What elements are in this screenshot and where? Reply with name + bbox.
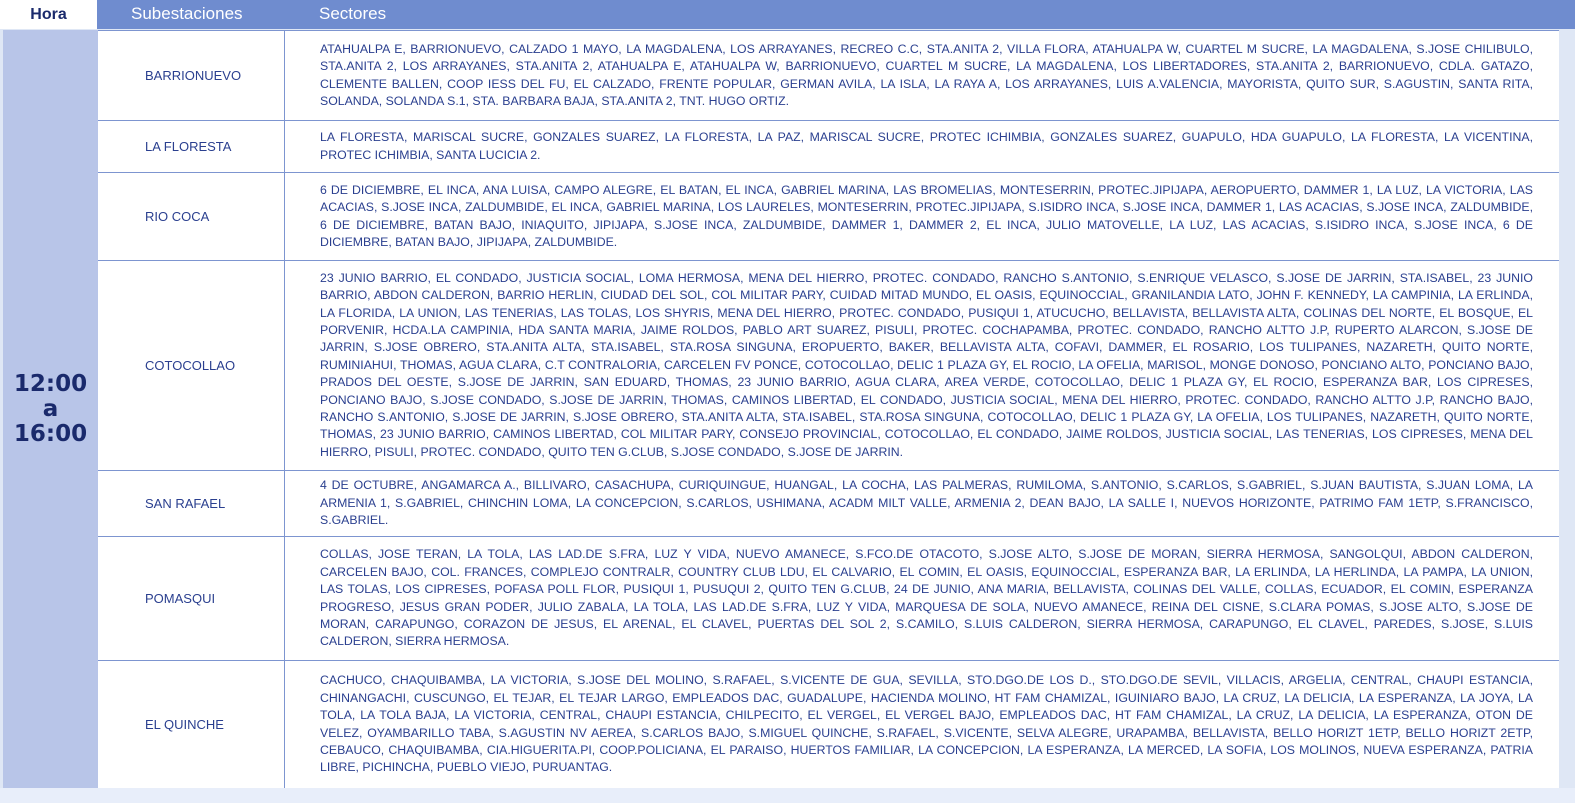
subestacion-cell: POMASQUI <box>98 537 285 660</box>
sectores-text: LA FLORESTA, MARISCAL SUCRE, GONZALES SUAREZ, LA FLORESTA, LA PAZ, MARISCAL SUCRE, PROTEC ICHIMBIA, GONZALES SUAREZ, GUAPULO, HDA GUAPULO, LA FLORESTA, LA VICENTINA, PROTEC ICHIMBIA, SANTA LUCICIA 2. <box>320 130 1533 162</box>
hora-start: 12:00 <box>13 370 88 397</box>
table-row <box>98 173 1559 261</box>
hora-range <box>14 372 87 447</box>
sectores-cell <box>285 261 1559 470</box>
sectores-text: ATAHUALPA E, BARRIONUEVO, CALZADO 1 MAYO, LA MAGDALENA, LOS ARRAYANES, RECREO C.C, STA.ANITA 2, VILLA FLORA, ATAHUALPA W, CUARTEL M SUCRE, LA MAGDALENA, S.JOSE CHILIBULO, STA.ANITA 2, LOS ARRAYANES, STA.ANITA 2, ATAHUALPA E, ATAHUALPA W, BARRIONUEVO, CUARTEL M SUCRE, LA MAGDALENA, LOS LIBERTADORES, STA.ANITA 2, BARRIONUEVO, CDLA. GATAZO, CLEMENTE BALLEN, COOP IESS DEL FU, EL CALZADO, FRENTE POPULAR, GERMAN AVILA, LA ISLA, LA RAYA A, LOS ARRAYANES, LUIS A.VALENCIA, MAYORISTA, QUITO SUR, S.AGUSTIN, SANTA RITA, SOLANDA, SOLANDA S.1, STA. BARBARA BAJA, STA.ANITA 2, TNT. HUGO ORTIZ. <box>320 41 1533 108</box>
subestacion-cell: EL QUINCHE <box>98 661 285 788</box>
hora-separator: a <box>42 395 59 422</box>
table-header <box>0 0 1575 29</box>
sectores-cell <box>285 661 1559 788</box>
footer-background <box>0 788 1575 803</box>
sectores-cell <box>285 173 1559 260</box>
subestacion-cell: COTOCOLLAO <box>98 261 285 470</box>
table-row <box>98 261 1559 471</box>
sectores-text: 6 DE DICIEMBRE, EL INCA, ANA LUISA, CAMPO ALEGRE, EL BATAN, EL INCA, GABRIEL MARINA, LAS BROMELIAS, MONTESERRIN, PROTEC.JIPIJAPA, AEROPUERTO, DAMMER 1, LA LUZ, LA VICTORIA, LAS ACACIAS, S.JOSE INCA, ZALDUMBIDE, EL INCA, GABRIEL MARINA, LOS LAURELES, MONTESERRIN, PROTEC.JIPIJAPA, S.ISIDRO INCA, S.JOSE INCA, DAMMER 1, LAS ACACIAS, S.JOSE INCA, ZALDUMBIDE, 6 DE DICIEMBRE, BATAN BAJO, INIAQUITO, JIPIJAPA, S.JOSE INCA, ZALDUMBIDE, DAMMER 1, DAMMER 2, EL INCA, JULIO MATOVELLE, LA LUZ, LAS ACACIAS, S.ISIDRO INCA, S.JOSE INCA, 6 DE DICIEMBRE, BATAN BAJO, JIPIJAPA, ZALDUMBIDE. <box>320 182 1533 249</box>
sectores-text: COLLAS, JOSE TERAN, LA TOLA, LAS LAD.DE S.FRA, LUZ Y VIDA, NUEVO AMANECE, S.FCO.DE OTACOTO, S.JOSE ALTO, S.JOSE DE MORAN, SIERRA HERMOSA, SANGOLQUI, ABDON CALDERON, CARCELEN BAJO, COL. FRANCES, COMPLEJO CONTRALR, COUNTRY CLUB LDU, EL CALVARIO, EL COMIN, EL OASIS, EQUINOCCIAL, ESPERANZA BAR, LA ERLINDA, LA HERLINDA, LA PAMPA, LA UNION, LAS TOLAS, LOS CIPRESES, POFASA POLL FLOR, PUSIQUI 1, PUSUQUI 2, QUITO TEN G.CLUB, 24 DE JUNIO, ANA MARIA, BELLAVISTA, COLINAS DEL VALLE, COLLAS, ECUADOR, EL COMIN, ESPERANZA PROGRESO, JESUS GRAN PODER, JULIO ZABALA, LA TOLA, LAS LAD.DE S.FRA, LUZ Y VIDA, MARQUESA DE SOLA, NUEVO AMANECE, REINA DEL CISNE, S.CLARA POMAS, S.JOSE ALTO, S.JOSE DE MORAN, CARAPUNGO, CORAZON DE JESUS, EL ARENAL, EL CLAVEL, PUERTAS DEL SOL 2, S.CAMILO, S.LUIS CALDERON, SIERRA HERMOSA, CARAPUNGO, EL CLAVEL, PAREDES, S.JOSE, S.LUIS CALDERON, SIERRA HERMOSA. <box>320 547 1533 649</box>
sectores-cell <box>285 121 1559 172</box>
schedule-table <box>98 30 1559 789</box>
sectores-text: 23 JUNIO BARRIO, EL CONDADO, JUSTICIA SOCIAL, LOMA HERMOSA, MENA DEL HIERRO, PROTEC. CONDADO, RANCHO S.ANTONIO, S.ENRIQUE VELASCO, S.JOSE DE JARRIN, STA.ISABEL, 23 JUNIO BARRIO, ABDON CALDERON, BARRIO HERLIN, CIUDAD DEL SOL, COL MILITAR PARY, CUIDAD MITAD MUNDO, EL OASIS, EQUINOCCIAL, GRANILANDIA LATO, JOHN F. KENNEDY, LA CAMPINIA, LA ERLINDA, LA FLORIDA, LA UNION, LAS TENERIAS, LAS TOLAS, LOS SHYRIS, MENA DEL HIERRO, PROTEC. CONDADO, PUSIQUI 1, ATUCUCHO, BELLAVISTA, BELLAVISTA ALTA, COLINAS DEL NORTE, EL BOSQUE, EL PORVENIR, HCDA.LA CAMPINIA, HDA SANTA MARIA, JAIME ROLDOS, PABLO ART SUAREZ, PISULI, PROTEC. COCHAPAMBA, PROTEC. CONDADO, RANCHO ALTTO J.P, RUPERTO ALARCON, S.JOSE DE JARRIN, S.JOSE OBRERO, STA.ANITA ALTA, STA.ISABEL, STA.ROSA SINGUNA, EROPUERTO, BAKER, BELLAVISTA ALTA, COFAVI, DAMMER, EL ROSARIO, LOS TULIPANES, NAZARETH, QUITO NORTE, RUMINIAHUI, THOMAS, AGUA CLARA, C.T CONTRALORIA, CARCELEN FV PONCE, COTOCOLLAO, DELIC 1 PLAZA GY, EL ROCIO, LA OFELIA, MARISOL, MONGE DONOSO, PONCIANO ALTO, PONCIANO BAJO, PRADOS DEL OESTE, S.JOSE DE JARRIN, SAN EDUARD, THOMAS, 23 JUNIO BARRIO, AGUA CLARA, AREA VERDE, COTOCOLLAO, DELIC 1 PLAZA GY, EL ROCIO, ESPERANZA BAR, LOS CIPRESES, PONCIANO BAJO, S.JOSE CONDADO, S.JOSE DE JARRIN, THOMAS, CAMINOS LIBERTAD, EL CONDADO, JUSTICIA SOCIAL, MENA DEL HIERRO, PROTEC. CONDADO, RANCHO ALTTO J.P, RANCHO BAJO, RANCHO S.ANTONIO, S.JOSE DE JARRIN, S.JOSE OBRERO, STA.ANITA ALTA, STA.ISABEL, STA.ROSA SINGUNA, COTOCOLLAO, DELIC 1 PLAZA GY, LA OFELIA, LOS TULIPANES, NAZARETH, QUITO NORTE, THOMAS, 23 JUNIO BARRIO, CAMINOS LIBERTAD, COL MILITAR PARY, CONSEJO PROVINCIAL, COTOCOLLAO, EL CONDADO, JAIME ROLDOS, JUSTICIA SOCIAL, LAS TENERIAS, LOS CIPRESES, MENA DEL HIERRO, PISULI, PROTEC. CONDADO, QUITO TEN G.CLUB, S.JOSE CONDADO, S.JOSE DE JARRIN. <box>320 270 1533 459</box>
hora-column <box>3 30 98 788</box>
sectores-cell <box>285 471 1559 536</box>
subestacion-cell: SAN RAFAEL <box>98 471 285 536</box>
table-row <box>98 471 1559 537</box>
table-row <box>98 121 1559 173</box>
sectores-text: 4 DE OCTUBRE, ANGAMARCA A., BILLIVARO, CASACHUPA, CURIQUINGUE, HUANGAL, LA COCHA, LAS PALMERAS, RUMILOMA, S.ANTONIO, S.CARLOS, S.GABRIEL, S.JUAN BAUTISTA, S.JUAN LOMA, LA ARMENIA 1, S.GABRIEL, CHINCHIN LOMA, LA CONCEPCION, S.CARLOS, USHIMANA, ACADM MILT VALLE, ARMENIA 2, DEAN BAJO, LA SALLE I, NUEVOS HORIZONTE, PATRIMO FAM 1ETP, S.FRANCISCO, S.GABRIEL. <box>320 478 1533 528</box>
header-subestaciones: Subestaciones <box>131 4 243 23</box>
header-bar <box>97 0 1575 29</box>
hora-end: 16:00 <box>13 420 88 447</box>
sectores-cell <box>285 537 1559 660</box>
table-row <box>98 661 1559 789</box>
table-row <box>98 31 1559 121</box>
sectores-cell <box>285 31 1559 120</box>
subestacion-cell: LA FLORESTA <box>98 121 285 172</box>
subestacion-cell: BARRIONUEVO <box>98 31 285 120</box>
header-sectores: Sectores <box>319 4 387 23</box>
sectores-text: CACHUCO, CHAQUIBAMBA, LA VICTORIA, S.JOSE DEL MOLINO, S.RAFAEL, S.VICENTE DE GUA, SEVILLA, STO.DGO.DE LOS D., STO.DGO.DE SEVIL, VILLACIS, ARGELIA, CENTRAL, CHAUPI ESTANCIA, CHINANGACHI, CUSCUNGO, EL TEJAR, EL TEJAR LARGO, EMPLEADOS DAC, GUADALUPE, HACIENDA MOLINO, HT FAM CHAMIZAL, IGUINIARO BAJO, LA CRUZ, LA DELICIA, LA ESPERANZA, LA JOYA, LA TOLA, LA TOLA BAJA, LA VICTORIA, CENTRAL, CHAUPI ESTANCIA, CHILPECITO, EL VERGEL, EL VERGEL BAJO, EMPLEADOS DAC, HT FAM CHAMIZAL, LA CRUZ, LA DELICIA, LA ESPERANZA, OTON DE VELEZ, OYAMBARILLO TABA, S.AGUSTIN NV AEREA, S.CARLOS BAJO, S.MIGUEL QUINCHE, S.RAFAEL, S.VICENTE, SELVA ALEGRE, URAPAMBA, BELLAVISTA, BELLO HORIZT 1ETP, BELLO HORIZT 2ETP, CEBAUCO, CHAQUIBAMBA, CIA.HIGUERITA.PI, COOP.POLICIANA, EL PARAISO, HUERTOS FAMILIAR, LA CONCEPCION, LA ESPERANZA, LA MERCED, LA SOFIA, LOS MOLINOS, NUEVA ESPERANZA, PATRIA LIBRE, PICHINCHA, PUEBLO VIEJO, PURUANTAG. <box>320 673 1533 775</box>
subestacion-cell: RIO COCA <box>98 173 285 260</box>
header-hora: Hora <box>0 0 97 29</box>
table-row <box>98 537 1559 661</box>
